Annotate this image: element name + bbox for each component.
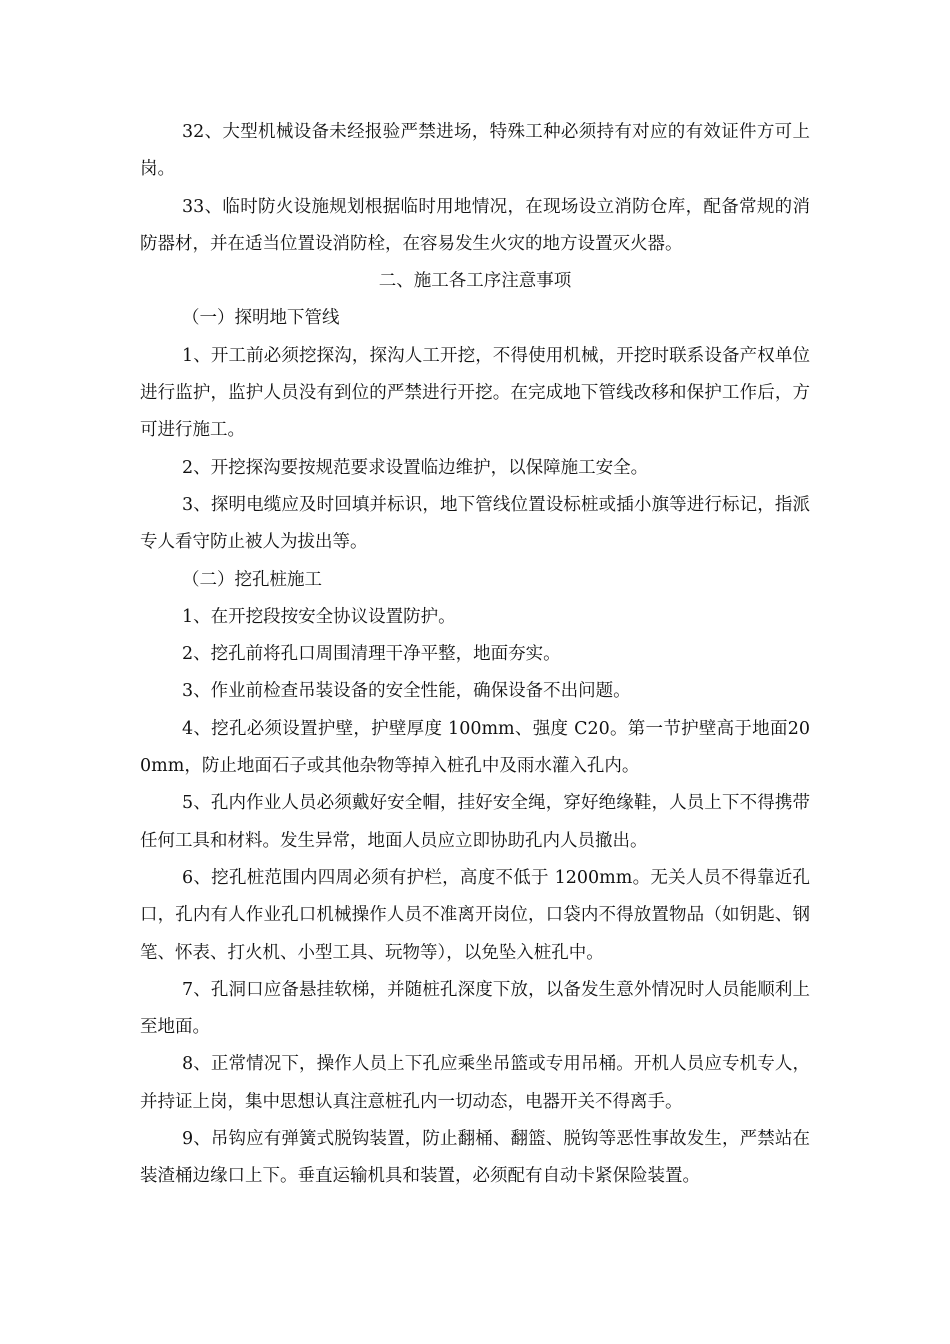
paragraph-1-2: 2、开挖探沟要按规范要求设置临边维护，以保障施工安全。 — [182, 457, 649, 478]
paragraph-2-9: 9、吊钩应有弹簧式脱钩装置，防止翻桶、翻篮、脱钩等恶性事故发生，严禁站在装渣桶边缘口上下。垂直运输机具和装置，必须配有自动卡紧保险装置。 — [140, 1129, 810, 1187]
subsection-heading-2: （二）挖孔桩施工 — [182, 569, 322, 590]
subsection-heading-1: （一）探明地下管线 — [182, 308, 340, 329]
paragraph-1-3: 3、探明电缆应及时回填并标识，地下管线位置设标桩或插小旗等进行标记，指派专人看守防止被人为拔出等。 — [140, 494, 810, 553]
paragraph-2-3: 3、作业前检查吊装设备的安全性能，确保设备不出问题。 — [182, 681, 631, 702]
paragraph-2-7: 7、孔洞口应备悬挂软梯，并随桩孔深度下放，以备发生意外情况时人员能顺利上至地面。 — [140, 979, 810, 1038]
paragraph-33: 33、临时防火设施规划根据临时用地情况，在现场设立消防仓库，配备常规的消防器材，并在适当位置设消防栓，在容易发生火灾的地方设置灭火器。 — [140, 196, 810, 254]
paragraph-2-8: 8、正常情况下，操作人员上下孔应乘坐吊篮或专用吊桶。开机人员应专机专人，并持证上岗，集中思想认真注意桩孔内一切动态，电器开关不得离手。 — [140, 1054, 810, 1112]
paragraph-2-4: 4、挖孔必须设置护壁，护壁厚度 100mm、强度 C20。第一节护壁高于地面200mm，防止地面石子或其他杂物等掉入桩孔中及雨水灌入孔内。 — [140, 718, 810, 777]
paragraph-1-1: 1、开工前必须挖探沟，探沟人工开挖，不得使用机械，开挖时联系设备产权单位进行监护，监护人员没有到位的严禁进行开挖。在完成地下管线改移和保护工作后，方可进行施工。 — [140, 345, 810, 441]
paragraph-2-1: 1、在开挖段按安全协议设置防护。 — [182, 606, 456, 627]
paragraph-32: 32、大型机械设备未经报验严禁进场，特殊工种必须持有对应的有效证件方可上岗。 — [140, 122, 810, 180]
paragraph-2-5: 5、孔内作业人员必须戴好安全帽，挂好安全绳，穿好绝缘鞋，人员上下不得携带任何工具和材料。发生异常，地面人员应立即协助孔内人员撤出。 — [140, 793, 810, 851]
paragraph-2-6: 6、挖孔桩范围内四周必须有护栏，高度不低于 1200mm。无关人员不得靠近孔口，孔内有人作业孔口机械操作人员不准离开岗位，口袋内不得放置物品（如钥匙、钢笔、怀表、打火机、小型工具、玩物等），以免坠入桩孔中。 — [140, 867, 810, 963]
document-body — [140, 114, 810, 1196]
paragraph-2-2: 2、挖孔前将孔口周围清理干净平整，地面夯实。 — [182, 644, 561, 665]
section-heading: 二、施工各工序注意事项 — [378, 271, 572, 292]
